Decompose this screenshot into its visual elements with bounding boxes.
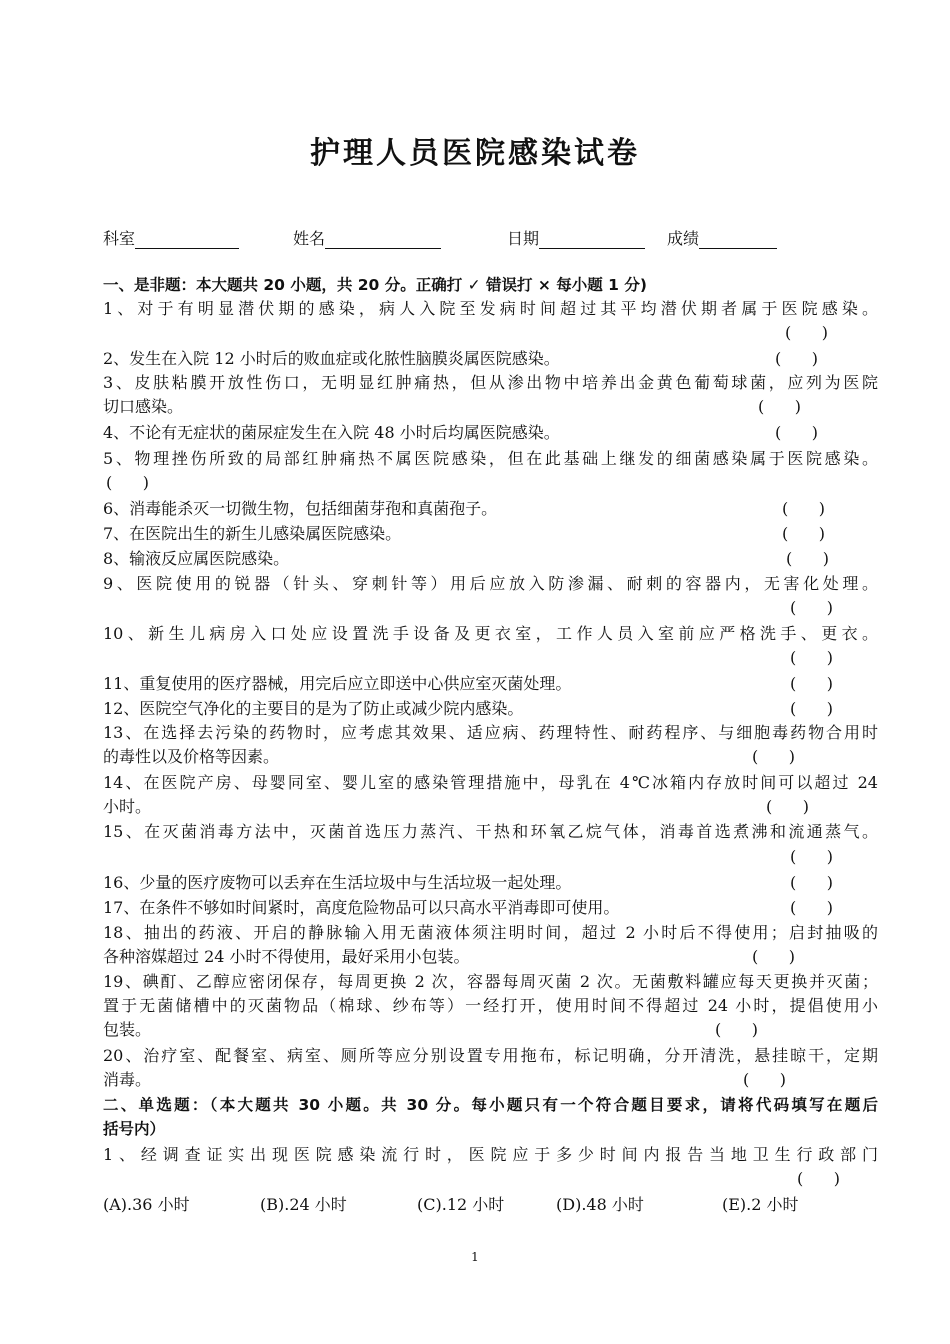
section2-heading-cont: 括号内） bbox=[103, 1120, 166, 1138]
question-text: 7、在医院出生的新生儿感染属医院感染。 bbox=[103, 524, 402, 543]
option-e[interactable]: (E).2 小时 bbox=[722, 1195, 799, 1214]
option-b[interactable]: (B).24 小时 bbox=[260, 1195, 347, 1214]
page-number: 1 bbox=[471, 1250, 479, 1264]
answer-bracket[interactable]: ( ) bbox=[752, 947, 795, 966]
question-text: 各种溶媒超过 24 小时不得使用，最好采用小包装。 bbox=[103, 947, 470, 966]
header-fields bbox=[0, 226, 950, 250]
department-label: 科室 bbox=[103, 229, 136, 248]
answer-bracket[interactable]: ( ) bbox=[790, 873, 833, 892]
question-text: 5、物理挫伤所致的局部红肿痛热不属医院感染，但在此基础上继发的细菌感染属于医院感染。 bbox=[103, 449, 878, 468]
question-text: 18、抽出的药液、开启的静脉输入用无菌液体须注明时间，超过 2 小时后不得使用；启封抽吸的 bbox=[103, 923, 878, 942]
answer-bracket[interactable]: ( ) bbox=[743, 1070, 786, 1089]
section1-heading: 一、是非题：本大题共 20 小题，共 20 分。正确打 ✓ 错误打 × 每小题 1 分) bbox=[103, 276, 647, 294]
answer-bracket[interactable]: ( ) bbox=[790, 648, 833, 667]
page-title: 护理人员医院感染试卷 bbox=[310, 136, 640, 171]
question-text: 8、输液反应属医院感染。 bbox=[103, 549, 290, 568]
name-label: 姓名 bbox=[293, 229, 326, 248]
score-field bbox=[667, 226, 777, 249]
question-text: 11、重复使用的医疗器械，用完后应立即送中心供应室灭菌处理。 bbox=[103, 674, 572, 693]
question-text: 6、消毒能杀灭一切微生物，包括细菌芽孢和真菌孢子。 bbox=[103, 499, 498, 518]
answer-bracket[interactable]: ( ) bbox=[786, 549, 829, 568]
question-text: 20、治疗室、配餐室、病室、厕所等应分别设置专用拖布，标记明确，分开清洗，悬挂晾干，定期 bbox=[103, 1046, 878, 1065]
question-text: 小时。 bbox=[103, 797, 152, 816]
question-text: 1、经调查证实出现医院感染流行时，医院应于多少时间内报告当地卫生行政部门 bbox=[103, 1145, 878, 1164]
score-label: 成绩 bbox=[667, 229, 700, 248]
question-text: 13、在选择去污染的药物时，应考虑其效果、适应病、药理特性、耐药程序、与细胞毒药物合用时 bbox=[103, 723, 878, 742]
answer-bracket[interactable]: ( ) bbox=[715, 1020, 758, 1039]
answer-bracket[interactable]: ( ) bbox=[775, 349, 818, 368]
score-blank[interactable] bbox=[699, 230, 777, 249]
option-c[interactable]: (C).12 小时 bbox=[417, 1195, 505, 1214]
question-text: 12、医院空气净化的主要目的是为了防止或减少院内感染。 bbox=[103, 699, 524, 718]
department-field bbox=[103, 226, 239, 249]
question-text: 4、不论有无症状的菌尿症发生在入院 48 小时后均属医院感染。 bbox=[103, 423, 560, 442]
question-text: 14、在医院产房、母婴同室、婴儿室的感染管理措施中，母乳在 4℃冰箱内存放时间可以超过 24 bbox=[103, 773, 878, 792]
option-d[interactable]: (D).48 小时 bbox=[556, 1195, 644, 1214]
answer-bracket[interactable]: ( ) bbox=[775, 423, 818, 442]
answer-bracket[interactable]: ( ) bbox=[797, 1169, 840, 1188]
question-text: 2、发生在入院 12 小时后的败血症或化脓性脑膜炎属医院感染。 bbox=[103, 349, 560, 368]
question-text: 包装。 bbox=[103, 1020, 152, 1039]
question-text: 消毒。 bbox=[103, 1070, 152, 1089]
name-field bbox=[293, 226, 441, 249]
date-label: 日期 bbox=[507, 229, 540, 248]
answer-bracket[interactable]: ( ) bbox=[790, 598, 833, 617]
question-text: 1、对于有明显潜伏期的感染，病人入院至发病时间超过其平均潜伏期者属于医院感染。 bbox=[103, 299, 878, 318]
answer-bracket[interactable]: ( ) bbox=[785, 323, 828, 342]
answer-bracket[interactable]: ( ) bbox=[790, 847, 833, 866]
answer-bracket[interactable]: ( ) bbox=[752, 747, 795, 766]
date-field bbox=[507, 226, 645, 249]
question-text: 10、新生儿病房入口处应设置洗手设备及更衣室，工作人员入室前应严格洗手、更衣。 bbox=[103, 624, 878, 643]
question-text: 15、在灭菌消毒方法中，灭菌首选压力蒸汽、干热和环氧乙烷气体，消毒首选煮沸和流通蒸气。 bbox=[103, 822, 878, 841]
answer-bracket[interactable]: ( ) bbox=[758, 397, 801, 416]
name-blank[interactable] bbox=[325, 230, 441, 249]
question-text: 置于无菌储槽中的灭菌物品（棉球、纱布等）一经打开，使用时间不得超过 24 小时，提倡使用小 bbox=[103, 996, 878, 1015]
section2-heading: 二、单选题：（本大题共 30 小题。共 30 分。每小题只有一个符合题目要求，请将代码填写在题后 bbox=[103, 1096, 878, 1114]
answer-bracket[interactable]: ( ) bbox=[782, 524, 825, 543]
answer-bracket[interactable]: ( ) bbox=[766, 797, 809, 816]
answer-bracket[interactable]: ( ) bbox=[106, 473, 149, 492]
answer-bracket[interactable]: ( ) bbox=[782, 499, 825, 518]
question-text: 19、碘酊、乙醇应密闭保存，每周更换 2 次，容器每周灭菌 2 次。无菌敷料罐应每天更换并灭菌； bbox=[103, 972, 878, 991]
option-a[interactable]: (A).36 小时 bbox=[103, 1195, 190, 1214]
answer-bracket[interactable]: ( ) bbox=[790, 699, 833, 718]
answer-bracket[interactable]: ( ) bbox=[790, 898, 833, 917]
question-text: 17、在条件不够如时间紧时，高度危险物品可以只高水平消毒即可使用。 bbox=[103, 898, 620, 917]
answer-bracket[interactable]: ( ) bbox=[790, 674, 833, 693]
question-text: 3、皮肤粘膜开放性伤口，无明显红肿痛热，但从渗出物中培养出金黄色葡萄球菌，应列为医院 bbox=[103, 373, 878, 392]
question-text: 16、少量的医疗废物可以丢弃在生活垃圾中与生活垃圾一起处理。 bbox=[103, 873, 572, 892]
department-blank[interactable] bbox=[135, 230, 239, 249]
date-blank[interactable] bbox=[539, 230, 645, 249]
question-text: 9、医院使用的锐器（针头、穿刺针等）用后应放入防渗漏、耐刺的容器内，无害化处理。 bbox=[103, 574, 878, 593]
question-text: 切口感染。 bbox=[103, 397, 184, 416]
question-text: 的毒性以及价格等因素。 bbox=[103, 747, 280, 766]
